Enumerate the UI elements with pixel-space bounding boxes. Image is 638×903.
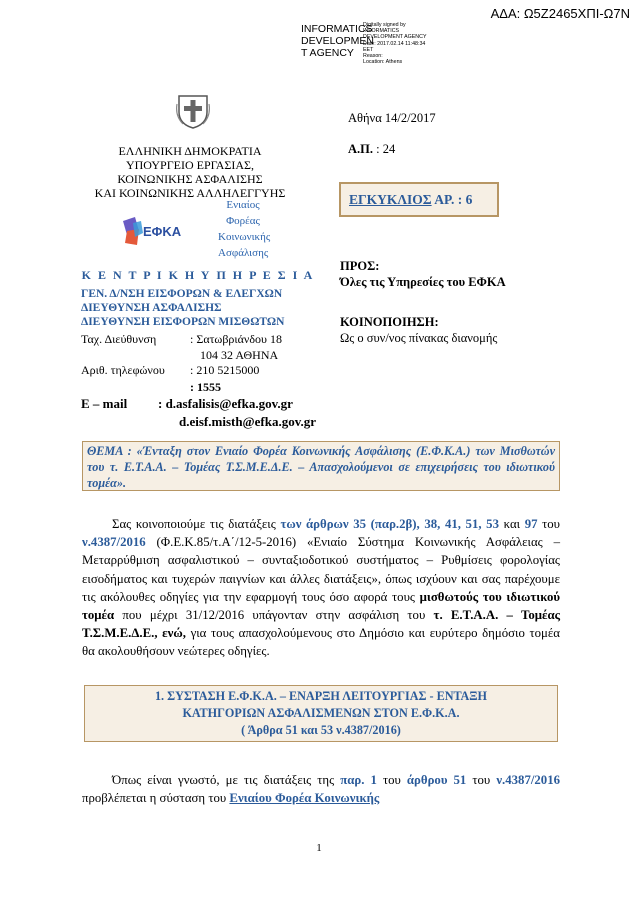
body-highlight: άρθρου 51 [406, 773, 467, 787]
short-number: : 1555 [190, 380, 221, 394]
email-label: E – mail [81, 396, 128, 411]
page-number: 1 [316, 842, 322, 854]
greek-emblem-icon [175, 90, 211, 130]
gov-line: ΚΟΙΝΩΝΙΚΗΣ ΑΣΦΑΛΙΣΗΣ [117, 172, 263, 186]
signature-detail: Reason: [363, 53, 383, 60]
efka-name-line: Κοινωνικής [218, 231, 271, 243]
protocol-number [348, 142, 395, 157]
body-highlight: Ενιαίου Φορέα Κοινωνικής [229, 791, 380, 806]
body-text: (Φ.Ε.Κ.85/τ.Α΄/12-5-2016) «Ενιαίο Σύστημα Κοινωνικής Ασφάλειας – Μεταρρύθμιση ασφαλιστικού – συνταξιοδοτικού συστήματος – Ρυθμίσεις φορολογίας εισοδήματος και τυχερών παιγνίων και άλλες διατάξεις», όπως ισχύουν και σας παρέχουμε τις ακόλουθες οδηγίες για την εφαρμογή τους όσο αφορά τους [82, 535, 560, 604]
body-text: του [376, 773, 407, 787]
signature-org-line: T AGENCY [301, 47, 354, 59]
efka-name-line: Ενιαίος [226, 199, 260, 211]
ada-code: ΑΔΑ: Ω5Ζ2465ΧΠΙ-Ω7Ν [490, 6, 630, 21]
email-primary[interactable]: : d.asfalisis@efka.gov.gr [158, 396, 293, 411]
body-text: του [466, 773, 497, 787]
directorate-line: ΔΙΕΥΘΥΝΣΗ ΕΙΣΦΟΡΩΝ ΜΙΣΘΩΤΩΝ [81, 316, 285, 328]
body-highlight: ν.4387/2016 [82, 535, 146, 550]
efka-name-line: Ασφάλισης [218, 247, 269, 259]
section-heading-line: ΚΑΤΗΓΟΡΙΩΝ ΑΣΦΑΛΙΣΜΕΝΩΝ ΣΤΟΝ Ε.Φ.Κ.Α. [182, 706, 460, 720]
efka-name-line: Φορέας [226, 215, 260, 227]
subject-box: ΘΕΜΑ : «Ένταξη στον Ενιαίο Φορέα Κοινωνικής Ασφάλισης (Ε.Φ.Κ.Α.) των Μισθωτών του τ. Ε.Τ.Α.Α. – Τομέας Τ.Σ.Μ.Ε.Δ.Ε. – Απασχολούμενοι σε επιχειρήσεις του ιδιωτικού τομέα». [82, 441, 560, 491]
signature-detail: INFORMATICS [363, 28, 400, 35]
body-text: για τους απασχολούμενους στο Δημόσιο και ευρύτερο δημόσιο τομέα θα ακολουθήσουν νεώτερες οδηγίες. [82, 626, 560, 659]
section-heading-line: ( Άρθρα 51 και 53 ν.4387/2016) [241, 723, 401, 737]
protocol-value: : 24 [376, 142, 396, 156]
email-secondary[interactable]: d.eisf.misth@efka.gov.gr [179, 414, 317, 429]
body-text: και [498, 517, 525, 531]
recipients-label: ΠΡΟΣ: [340, 259, 380, 273]
body-paragraph-2 [82, 771, 560, 807]
section-heading-line: 1. ΣΥΣΤΑΣΗ Ε.Φ.Κ.Α. – ΕΝΑΡΞΗ ΛΕΙΤΟΥΡΓΙΑΣ - ΕΝΤΑΞΗ [154, 689, 488, 703]
cc-value: Ως ο συν/νος πίνακας διανομής [340, 331, 498, 345]
document-date: Αθήνα 14/2/2017 [348, 111, 436, 125]
gov-line: ΥΠΟΥΡΓΕΙΟ ΕΡΓΑΣΙΑΣ, [125, 158, 255, 172]
body-highlight: των άρθρων 35 (παρ.2β), 38, 41, 51, 53 [280, 517, 499, 531]
gov-line: ΕΛΛΗΝΙΚΗ ΔΗΜΟΚΡΑΤΙΑ [118, 144, 262, 158]
government-header [70, 144, 310, 200]
address-line2: 104 32 ΑΘΗΝΑ [200, 348, 279, 362]
body-text: του [537, 517, 561, 531]
signature-detail: Location: Athens [363, 59, 403, 66]
gov-line: ΚΑΙ ΚΟΙΝΩΝΙΚΗΣ ΑΛΛΗΛΕΓΓΥΗΣ [94, 186, 286, 200]
efka-logo [121, 215, 185, 247]
address-line1: : Σατωβριάνδου 18 [190, 332, 282, 346]
address-label: Ταχ. Διεύθυνση [81, 332, 157, 346]
body-paragraph-1 [82, 515, 560, 661]
signature-detail: Date: 2017.02.14 11:48:34 [363, 40, 426, 47]
directorate-line: ΓΕΝ. Δ/ΝΣΗ ΕΙΣΦΟΡΩΝ & ΕΛΕΓΧΩΝ [81, 288, 283, 300]
signature-details [363, 22, 443, 65]
signature-detail: Digitally signed by [363, 22, 406, 28]
signature-org-line: DEVELOPMEN [301, 35, 374, 47]
body-text: Σας κοινοποιούμε τις διατάξεις [112, 517, 281, 531]
body-text: προβλέπεται η σύσταση του [82, 791, 230, 806]
recipients-value: Όλες τις Υπηρεσίες του ΕΦΚΑ [340, 275, 506, 289]
body-bold: τ. Ε.Τ.Α.Α. – Τομέας Τ.Σ.Μ.Ε.Δ.Ε., ενώ, [82, 608, 560, 641]
signature-org-line: INFORMATICS [301, 23, 373, 35]
central-service-title: Κ Ε Ν Τ Ρ Ι Κ Η Υ Π Η Ρ Ε Σ Ι Α [81, 268, 315, 282]
circular-word: ΕΓΚΥΚΛΙΟΣ [349, 192, 432, 207]
body-bold: μισθωτούς του ιδιωτικού τομέα [82, 589, 560, 623]
directorate-line: ΔΙΕΥΘΥΝΣΗ ΑΣΦΑΛΙΣΗΣ [81, 302, 222, 314]
signature-detail: EET [363, 46, 374, 53]
body-text: Όπως είναι γνωστό, με τις διατάξεις της [112, 773, 341, 787]
section-heading-box [84, 685, 558, 742]
efka-full-name [218, 197, 271, 261]
body-text: που μέχρι 31/12/2016 υπάγονταν στην ασφάλιση του [114, 608, 434, 623]
protocol-label: Α.Π. [348, 142, 373, 156]
efka-logo-text: ΕΦΚΑ [143, 224, 182, 239]
circular-number-box [339, 182, 499, 217]
phone-value: : 210 5215000 [190, 363, 260, 377]
body-highlight: ν.4387/2016 [496, 773, 560, 787]
body-highlight: 97 [524, 517, 538, 531]
circular-number: ΑΡ. : 6 [431, 192, 473, 207]
cc-label: ΚΟΙΝΟΠΟΙΗΣΗ: [340, 315, 439, 329]
body-highlight: παρ. 1 [340, 773, 377, 787]
signature-detail: DEVELOPMENT AGENCY [363, 34, 427, 41]
phone-label: Αριθ. τηλεφώνου [81, 363, 165, 377]
